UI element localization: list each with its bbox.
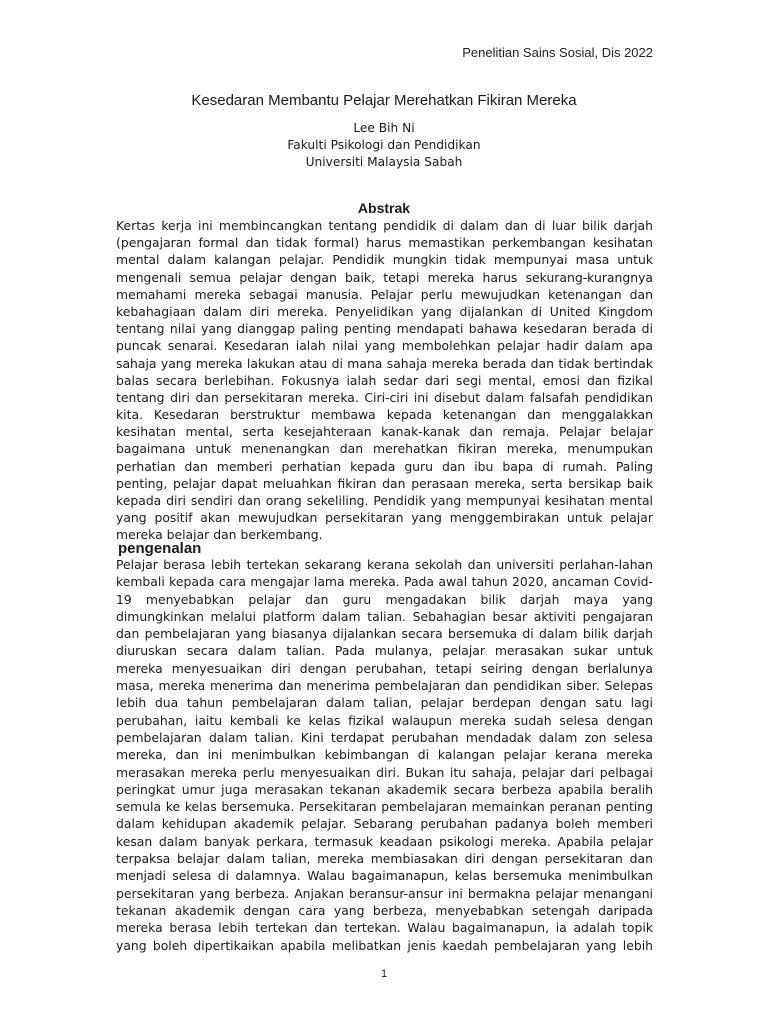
abstract-heading: Abstrak <box>357 200 411 216</box>
author-faculty: Fakulti Psikologi dan Pendidikan <box>287 138 481 152</box>
paper-title: Kesedaran Membantu Pelajar Merehatkan Fikiran Mereka <box>191 92 577 109</box>
abstract-line: tentang diri dan persekitaran mereka. Ciri-ciri ini disebut dalam falsafah pendidikan <box>116 389 653 405</box>
introduction-line: kesan dalam banyak perkara, termasuk keadaan psikologi mereka. Apabila pelajar <box>116 833 653 849</box>
abstract-line: balas secara berlebihan. Fokusnya ialah sedar dari segi mental, emosi dan fizikal <box>116 372 653 388</box>
introduction-line: tekanan akademik dengan cara yang berbeza, menyebabkan setengah daripada <box>116 902 653 918</box>
introduction-body <box>116 556 653 954</box>
abstract-line: kita. Kesedaran berstruktur membawa kepada ketenangan dan menggalakkan <box>116 407 653 423</box>
author-block <box>0 120 768 171</box>
abstract-line: kebahagiaan dalam diri mereka. Penyelidikan yang dijalankan di United Kingdom <box>116 303 653 319</box>
abstract-line: perhatian dan memberi perhatian kepada guru dan ibu bapa di rumah. Paling <box>116 458 653 474</box>
abstract-line: Kertas kerja ini membincangkan tentang pendidik di dalam dan di luar bilik darjah <box>116 218 653 233</box>
page-number: 1 <box>380 968 388 980</box>
abstract-line: penting, pelajar dapat meluahkan fikiran dan perasaan mereka, serta bersikap baik <box>116 475 653 491</box>
author-university: Universiti Malaysia Sabah <box>305 155 463 169</box>
introduction-line: Pelajar berasa lebih tertekan sekarang kerana sekolah dan universiti perlahan-lahan <box>116 557 653 572</box>
running-header: Penelitian Sains Sosial, Dis 2022 <box>462 45 653 60</box>
abstract-line: kepada diri sendiri dan orang sekeliling. Pendidik yang mempunyai kesihatan mental <box>116 493 653 508</box>
introduction-line: semula ke kelas bersemuka. Persekitaran pembelajaran memainkan peranan penting <box>116 799 653 815</box>
introduction-line: persekitaran yang berbeza. Anjakan beransur-ansur ini bermakna pelajar menangani <box>116 885 653 901</box>
introduction-line: perubahan, iaitu kembali ke kelas fizikal walaupun mereka sudah selesa dengan <box>116 712 653 728</box>
abstract-line: mengenali semua pelajar dengan baik, tetapi mereka harus sekurang-kurangnya <box>116 269 653 285</box>
abstract-line: bagaimana untuk menenangkan dan merehatkan fikiran mereka, menumpukan <box>116 441 653 457</box>
introduction-line: pembelajaran dalam talian. Kini terdapat perubahan mendadak dalam zon selesa <box>116 729 653 745</box>
introduction-line: kembali kepada cara mengajar lama mereka. Pada awal tahun 2020, ancaman Covid- <box>116 574 653 590</box>
abstract-body <box>116 217 653 544</box>
abstract-line: sahaja yang mereka lakukan atau di mana sahaja mereka berada dan tidak bertindak <box>116 355 653 371</box>
abstract-line: yang positif akan mewujudkan persekitaran yang menggembirakan untuk pelajar <box>116 510 653 526</box>
abstract-line: puncak senarai. Kesedaran ialah nilai yang membolehkan pelajar hadir dalam apa <box>116 338 653 354</box>
abstract-line: mereka belajar dan berkembang. <box>116 527 323 543</box>
abstract-line: kesihatan mental, serta kesejahteraan kanak-kanak dan remaja. Pelajar belajar <box>116 424 653 440</box>
introduction-line: lebih dua tahun pembelajaran dalam talian, pelajar berdepan dengan satu lagi <box>116 695 653 711</box>
introduction-line: mereka berasa lebih tertekan dan tertekan. Walau bagaimanapun, ia adalah topik <box>116 920 653 936</box>
introduction-line: 19 menyebabkan pelajar dan guru mengadakan bilik darjah maya yang <box>116 591 653 607</box>
introduction-line: diuruskan secara dalam talian. Pada mulanya, pelajar merasakan sukar untuk <box>116 643 653 659</box>
introduction-line: dimungkinkan melalui platform dalam talian. Sebahagian besar aktiviti pengajaran <box>116 608 653 624</box>
introduction-heading: pengenalan <box>118 540 202 557</box>
introduction-line: yang boleh dipertikaikan apabila melibatkan jenis kaedah pembelajaran yang lebih <box>116 937 653 953</box>
abstract-line: memahami mereka sebagai manusia. Pelajar perlu mewujudkan ketenangan dan <box>116 286 653 302</box>
abstract-line: tentang nilai yang dianggap paling penting mendapati bahawa kesedaran berada di <box>116 321 653 337</box>
introduction-line: dalam kehidupan akademik pelajar. Sebarang perubahan padanya boleh memberi <box>116 816 653 832</box>
introduction-line: merasakan mereka perlu menyesuaikan diri. Bukan itu sahaja, pelajar dari pelbagai <box>116 764 653 780</box>
introduction-line: mereka menyesuaikan diri dengan perubahan, tetapi seiring dengan berlalunya <box>116 660 653 676</box>
author-name: Lee Bih Ni <box>353 121 415 135</box>
introduction-line: dan pembelajaran yang biasanya dijalankan secara bersemuka di dalam bilik darjah <box>116 626 653 642</box>
abstract-line: (pengajaran formal dan tidak formal) harus memastikan perkembangan kesihatan <box>116 235 653 251</box>
introduction-line: masa, mereka menerima dan menerima pembelajaran dan pendidikan siber. Selepas <box>116 678 653 694</box>
introduction-line: mereka, dan ini menimbulkan kebimbangan di kalangan pelajar kerana mereka <box>116 747 653 763</box>
introduction-line: peringkat umur juga merasakan tekanan akademik secara berbeza apabila beralih <box>116 781 653 797</box>
abstract-line: mental dalam kalangan pelajar. Pendidik mungkin tidak mempunyai masa untuk <box>116 252 653 268</box>
introduction-line: terpaksa belajar dalam talian, mereka membiasakan diri dengan persekitaran dan <box>116 851 653 867</box>
introduction-line: menjadi selesa di dalamnya. Walau bagaimanapun, kelas bersemuka menimbulkan <box>116 868 653 884</box>
